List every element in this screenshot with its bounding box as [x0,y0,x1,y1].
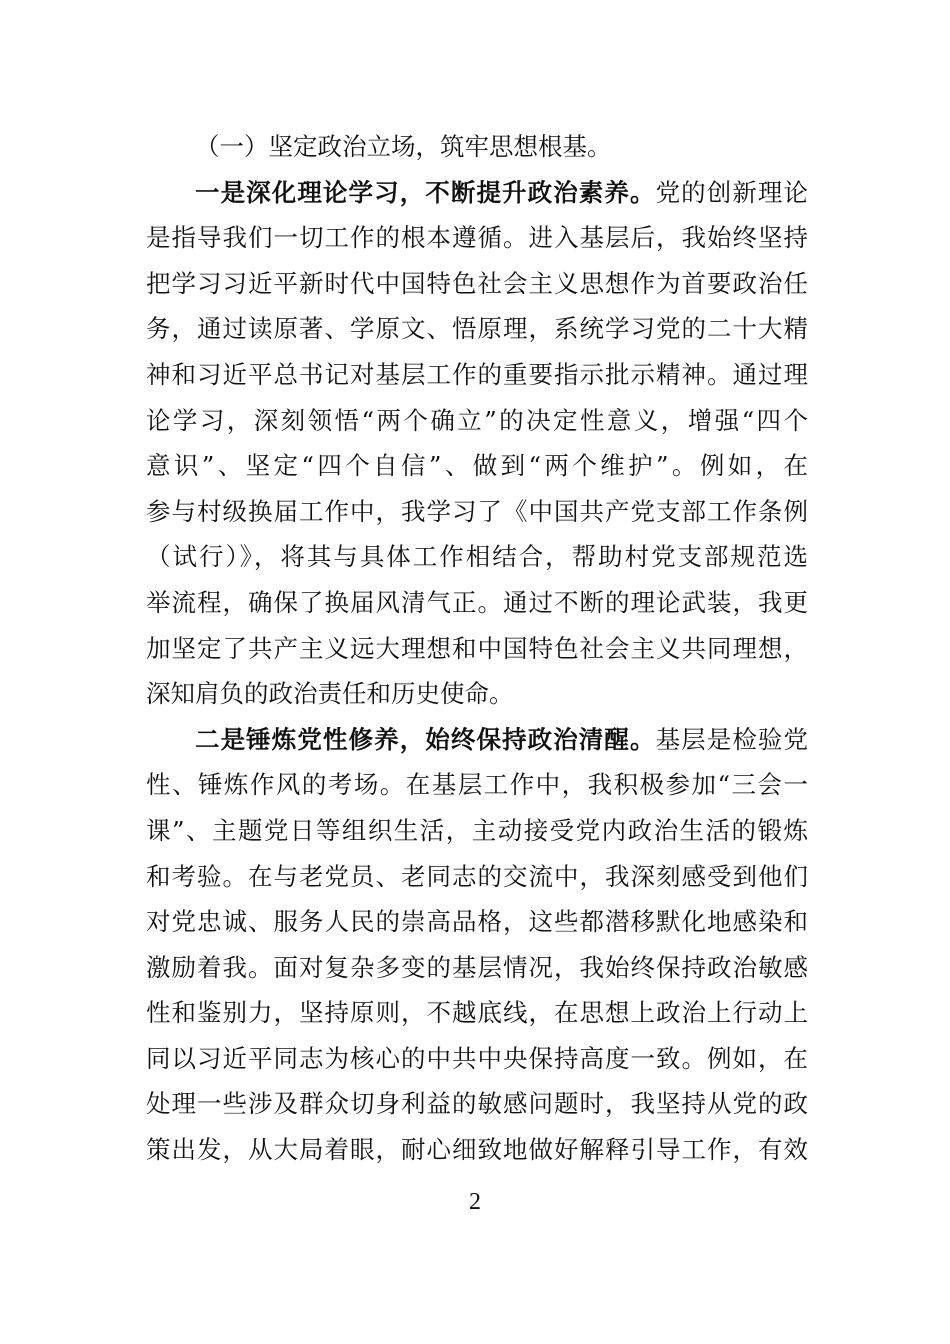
paragraph-1-line: 论学习，深刻领悟“两个确立”的决定性意义，增强“四个 [146,405,808,435]
paragraph-1-line: 加坚定了共产主义远大理想和中国特色社会主义共同理想， [146,633,808,663]
paragraph-2-first-line-text: 基层是检验党 [655,724,809,754]
section-subheading: （一）坚定政治立场，筑牢思想根基。 [195,132,612,161]
paragraph-2-line: 性和鉴别力，坚持原则，不越底线，在思想上政治上行动上 [146,998,808,1028]
paragraph-2-line: 和考验。在与老党员、老同志的交流中，我深刻感受到他们 [146,861,808,891]
paragraph-1-line: 神和习近平总书记对基层工作的重要指示批示精神。通过理 [146,359,808,389]
paragraph-1-last-line: 深知肩负的政治责任和历史使命。 [146,679,514,709]
paragraph-2-line: 性、锤炼作风的考场。在基层工作中，我积极参加“三会一 [146,770,808,800]
paragraph-2-line: 对党忠诚、服务人民的崇高品格，这些都潜移默化地感染和 [146,907,808,937]
paragraph-1-line: 把学习习近平新时代中国特色社会主义思想作为首要政治任 [146,268,808,298]
paragraph-2-first-line [146,717,808,763]
paragraph-2-lead: 二是锤炼党性修养，始终保持政治清醒。 [195,724,656,754]
document-body [146,124,808,1173]
paragraph-1-line: 务，通过读原著、学原文、悟原理，系统学习党的二十大精 [146,314,808,344]
paragraph-1-line: （试行）》，将其与具体工作相结合，帮助村党支部规范选 [146,542,808,572]
paragraph-2-line: 策出发，从大局着眼，耐心细致地做好解释引导工作，有效 [146,1135,808,1165]
paragraph-2-line: 课”、主题党日等组织生活，主动接受党内政治生活的锻炼 [146,815,808,845]
paragraph-1-line: 参与村级换届工作中，我学习了《中国共产党支部工作条例 [146,496,808,526]
paragraph-1-first-line [146,170,808,216]
page-number: 2 [469,1189,481,1215]
paragraph-1-line: 举流程，确保了换届风清气正。通过不断的理论武装，我更 [146,587,808,617]
paragraph-1-line: 意识”、坚定“四个自信”、做到“两个维护”。例如，在 [146,451,808,481]
paragraph-1-lead: 一是深化理论学习，不断提升政治素养。 [195,177,656,207]
paragraph-2-line: 同以习近平同志为核心的中共中央保持高度一致。例如，在 [146,1043,808,1073]
paragraph-2-line: 激励着我。面对复杂多变的基层情况，我始终保持政治敏感 [146,952,808,982]
paragraph-1-line: 是指导我们一切工作的根本遵循。进入基层后，我始终坚持 [146,223,808,253]
paragraph-2-line: 处理一些涉及群众切身利益的敏感问题时，我坚持从党的政 [146,1089,808,1119]
paragraph-1-first-line-text: 党的创新理论 [655,177,809,207]
